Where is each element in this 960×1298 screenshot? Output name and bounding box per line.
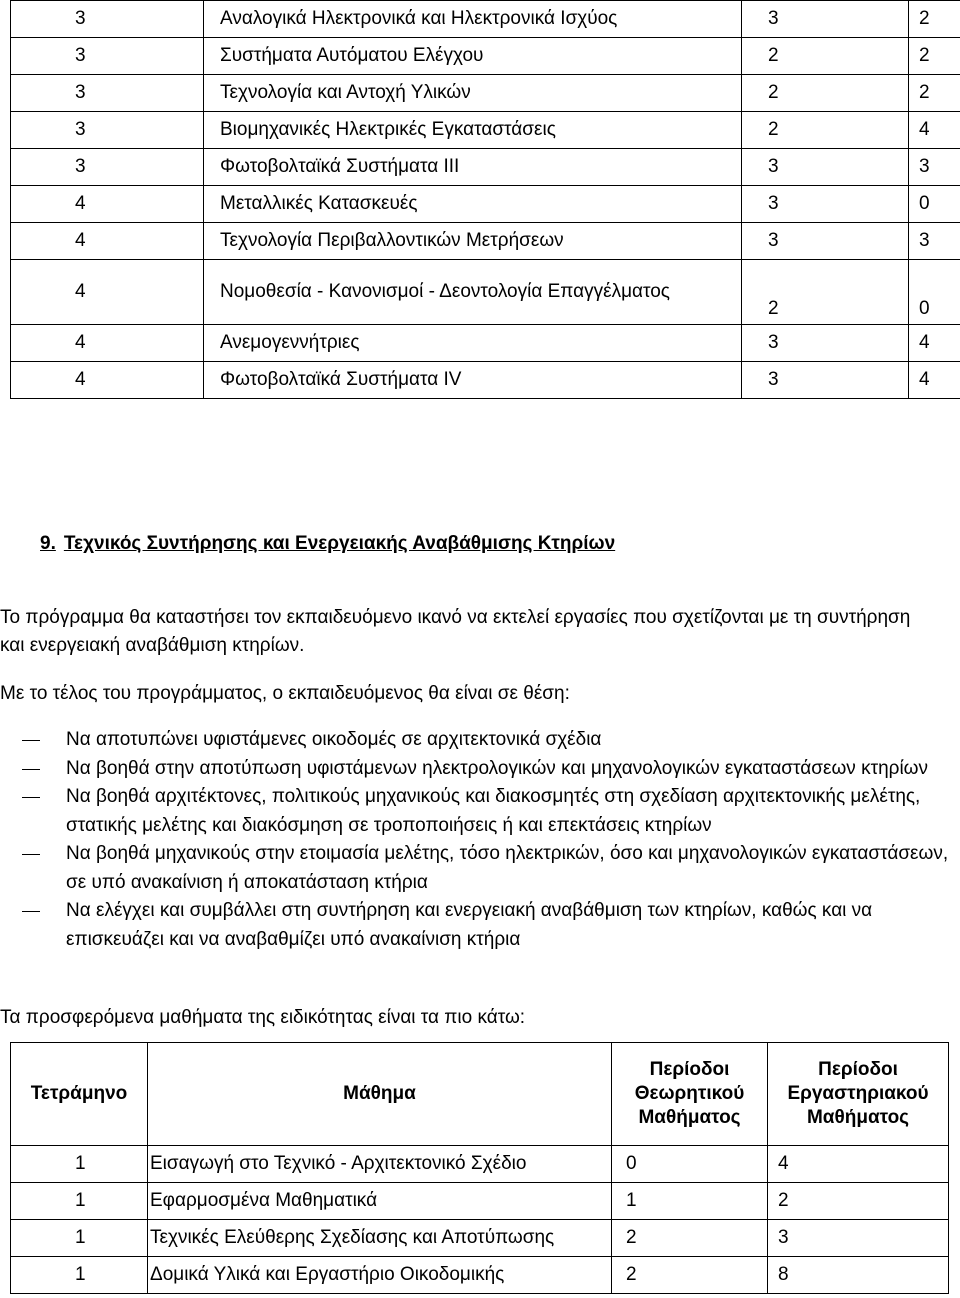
semester-cell: 3	[11, 75, 204, 112]
theory-cell: 3	[742, 149, 909, 186]
lab-cell: 3	[909, 223, 960, 260]
semester-cell: 4	[11, 223, 204, 260]
theory-cell: 2	[612, 1220, 768, 1257]
dash-bullet-icon	[22, 740, 40, 741]
theory-cell: 3	[742, 186, 909, 223]
theory-cell: 2	[742, 38, 909, 75]
semester-cell: 3	[11, 112, 204, 149]
dash-bullet-icon	[22, 769, 40, 770]
dash-bullet-icon	[22, 854, 40, 855]
theory-cell: 3	[742, 1, 909, 38]
list-item-text: Να βοηθά αρχιτέκτονες, πολιτικούς μηχανικούς και διακοσμητές στη σχεδίαση αρχιτεκτονικής μελέτης, στατικής μελέτης και διακόσμηση σε τροποποιήσεις ή και επεκτάσεις κτηρίων	[66, 786, 921, 836]
table-row	[11, 1, 960, 38]
subject-cell: Φωτοβολταϊκά Συστήματα IV	[204, 362, 742, 399]
lab-cell: 3	[768, 1220, 949, 1257]
semester-cell: 1	[11, 1183, 148, 1220]
intro-paragraph: Το πρόγραμμα θα καταστήσει τον εκπαιδευόμενο ικανό να εκτελεί εργασίες που σχετίζονται με τη συντήρηση και ενεργειακή αναβάθμιση κτηρίων.	[0, 607, 911, 656]
list-item	[0, 840, 960, 897]
theory-cell: 3	[742, 325, 909, 362]
lab-cell: 2	[768, 1183, 949, 1220]
table-row	[11, 223, 960, 260]
lab-cell: 2	[909, 75, 960, 112]
subject-cell: Βιομηχανικές Ηλεκτρικές Εγκαταστάσεις	[204, 112, 742, 149]
table-row	[11, 1146, 949, 1183]
list-item	[0, 783, 960, 840]
outcome-list	[0, 726, 960, 954]
lab-cell: 4	[909, 362, 960, 399]
table-row	[11, 260, 960, 325]
semester-cell: 1	[11, 1220, 148, 1257]
theory-cell: 2	[742, 112, 909, 149]
subject-cell: Εισαγωγή στο Τεχνικό - Αρχιτεκτονικό Σχέδιο	[148, 1146, 612, 1183]
semester-cell: 1	[11, 1257, 148, 1294]
lab-cell: 4	[909, 325, 960, 362]
lab-cell: 4	[768, 1146, 949, 1183]
theory-cell: 3	[742, 362, 909, 399]
subject-header: Μάθημα	[148, 1043, 612, 1146]
table-row	[11, 1220, 949, 1257]
table-row	[11, 38, 960, 75]
list-item-text: Να βοηθά στην αποτύπωση υφιστάμενων ηλεκτρολογικών και μηχανολογικών εγκαταστάσεων κτηρίων	[66, 757, 929, 779]
lab-cell: 3	[909, 149, 960, 186]
semester-cell: 1	[11, 1146, 148, 1183]
list-item	[0, 897, 960, 954]
theory-cell: 2	[742, 75, 909, 112]
list-item-text: Να αποτυπώνει υφιστάμενες οικοδομές σε αρχιτεκτονικά σχέδια	[66, 729, 602, 750]
list-item	[0, 726, 960, 755]
list-item-text: Να βοηθά μηχανικούς στην ετοιμασία μελέτης, τόσο ηλεκτρικών, όσο και μηχανολογικών εγκαταστάσεων, σε υπό ανακαίνιση ή αποκατάσταση κτήρια	[66, 843, 949, 893]
lab-cell: 0	[909, 260, 960, 325]
subject-cell: Μεταλλικές Κατασκευές	[204, 186, 742, 223]
theory-cell: 2	[742, 260, 909, 325]
theory-cell: 3	[742, 223, 909, 260]
courses-intro-paragraph: Τα προσφερόμενα μαθήματα της ειδικότητας είναι τα πιο κάτω:	[0, 1007, 526, 1028]
table-row	[11, 325, 960, 362]
dash-bullet-icon	[22, 911, 40, 912]
outcome-intro-paragraph: Με το τέλος του προγράμματος, ο εκπαιδευόμενος θα είναι σε θέση:	[0, 683, 570, 704]
subject-cell: Τεχνολογία και Αντοχή Υλικών	[204, 75, 742, 112]
semester-cell: 4	[11, 325, 204, 362]
lab-cell: 8	[768, 1257, 949, 1294]
subject-cell: Δομικά Υλικά και Εργαστήριο Οικοδομικής	[148, 1257, 612, 1294]
list-item	[0, 755, 960, 784]
table-row	[11, 1183, 949, 1220]
dash-bullet-icon	[22, 797, 40, 798]
subject-cell: Νομοθεσία - Κανονισμοί - Δεοντολογία Επαγγέλματος	[204, 260, 742, 325]
table-row	[11, 149, 960, 186]
lab-cell: 2	[909, 38, 960, 75]
subject-cell: Αναλογικά Ηλεκτρονικά και Ηλεκτρονικά Ισχύος	[204, 1, 742, 38]
theory-header: Περίοδοι Θεωρητικού Μαθήματος	[612, 1043, 768, 1146]
subject-cell: Εφαρμοσμένα Μαθηματικά	[148, 1183, 612, 1220]
semester-cell: 4	[11, 186, 204, 223]
section-number: 9.	[40, 533, 56, 554]
list-item-text: Να ελέγχει και συμβάλλει στη συντήρηση και ενεργειακή αναβάθμιση των κτηρίων, καθώς και να επισκευάζει και να αναβαθμίζει υπό ανακαίνιση κτήρια	[66, 900, 873, 950]
semester-header: Τετράμηνο	[11, 1043, 148, 1146]
section-title: Τεχνικός Συντήρησης και Ενεργειακής Αναβάθμισης Κτηρίων	[63, 533, 616, 554]
theory-cell: 0	[612, 1146, 768, 1183]
semester-cell: 3	[11, 149, 204, 186]
table-header-row	[11, 1043, 949, 1146]
semester-cell: 4	[11, 260, 204, 325]
subject-cell: Συστήματα Αυτόματου Ελέγχου	[204, 38, 742, 75]
semester-cell: 4	[11, 362, 204, 399]
table-row	[11, 112, 960, 149]
lab-cell: 0	[909, 186, 960, 223]
semester-cell: 3	[11, 1, 204, 38]
table-row	[11, 186, 960, 223]
table-row	[11, 1257, 949, 1294]
theory-cell: 1	[612, 1183, 768, 1220]
subject-cell: Τεχνολογία Περιβαλλοντικών Μετρήσεων	[204, 223, 742, 260]
section-heading	[40, 533, 615, 555]
lab-cell: 4	[909, 112, 960, 149]
subject-cell: Τεχνικές Ελεύθερης Σχεδίασης και Αποτύπωσης	[148, 1220, 612, 1257]
table-row	[11, 362, 960, 399]
theory-cell: 2	[612, 1257, 768, 1294]
semester-cell: 3	[11, 38, 204, 75]
subject-cell: Ανεμογεννήτριες	[204, 325, 742, 362]
table-row	[11, 75, 960, 112]
top-course-table	[10, 0, 960, 399]
subject-cell: Φωτοβολταϊκά Συστήματα ΙΙΙ	[204, 149, 742, 186]
lab-header: Περίοδοι Εργαστηριακού Μαθήματος	[768, 1043, 949, 1146]
lab-cell: 2	[909, 1, 960, 38]
course-table	[10, 1042, 949, 1294]
